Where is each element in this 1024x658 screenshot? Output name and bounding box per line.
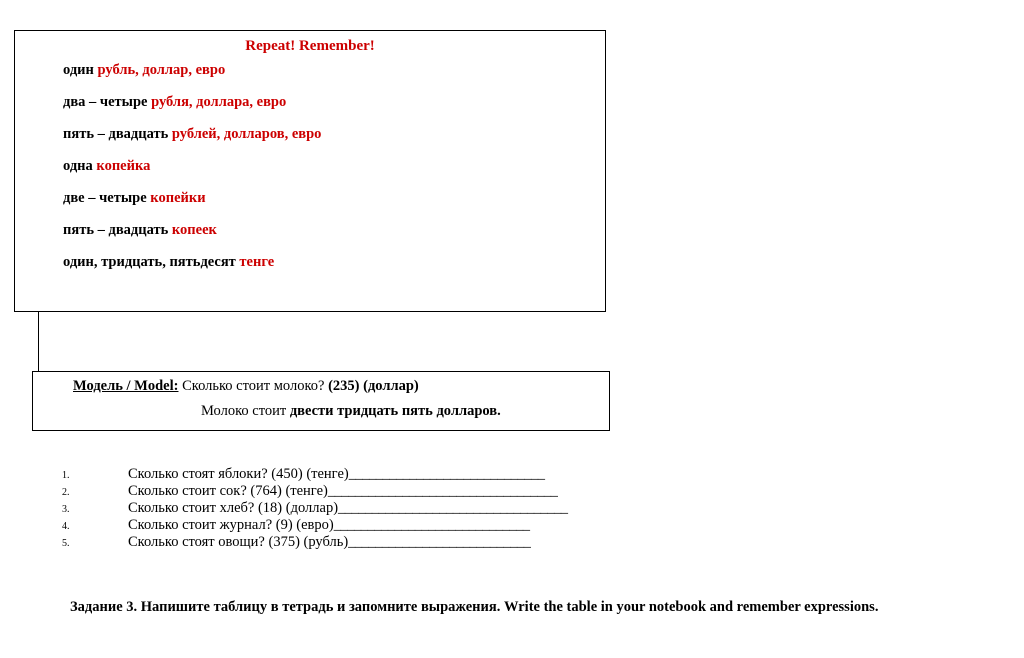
repeat-line-red: рублей, долларов, евро: [171, 125, 322, 142]
model-example-box: [32, 371, 610, 431]
repeat-line-red: копейки: [150, 189, 206, 206]
answer-blank[interactable]: _____________________________: [348, 466, 545, 482]
task-3-text: Задание 3. Напишите таблицу в тетрадь и запомните выражения. Write the table in your notebook and remember expressions.: [70, 599, 879, 615]
repeat-line-red: рубль, доллар, евро: [97, 62, 226, 78]
repeat-line-black: пять – двадцать: [63, 125, 172, 142]
list-item-number: 2.: [62, 487, 70, 498]
list-item: [62, 466, 762, 483]
repeat-remember-box: [14, 30, 606, 312]
repeat-line-red: рубля, доллара, евро: [151, 93, 287, 110]
list-item-text: Сколько стоит хлеб? (18) (доллар): [128, 500, 339, 516]
repeat-remember-title: Repeat! Remember!: [245, 38, 375, 54]
model-answer-line: [33, 395, 609, 420]
repeat-line-black: один, тридцать, пятьдесят: [63, 253, 240, 270]
repeat-line: [63, 63, 605, 79]
answer-blank[interactable]: _____________________________: [333, 517, 530, 533]
repeat-line-red: тенге: [239, 253, 275, 270]
list-item-number: 1.: [62, 470, 70, 481]
model-question-text: Сколько стоит молоко?: [178, 378, 329, 394]
list-item-text: Сколько стоит журнал? (9) (евро): [128, 517, 334, 533]
repeat-line-red: копейка: [96, 157, 151, 174]
list-item: [62, 534, 762, 551]
left-margin-rule: [38, 312, 39, 372]
exercise-list: [62, 466, 762, 551]
repeat-line: [63, 127, 605, 143]
answer-blank[interactable]: __________________________________: [327, 483, 558, 499]
repeat-line: [63, 255, 605, 271]
repeat-line-black: две – четыре: [63, 189, 151, 206]
repeat-line-black: один: [63, 62, 98, 78]
repeat-remember-lines: [15, 63, 605, 271]
answer-blank[interactable]: ___________________________: [348, 534, 531, 550]
list-item-number: 4.: [62, 521, 70, 532]
repeat-line: [63, 191, 605, 207]
model-answer-bold: двести тридцать пять долларов.: [289, 403, 501, 419]
model-question-line: [33, 372, 609, 395]
repeat-line: [63, 159, 605, 175]
list-item-text: Сколько стоят овощи? (375) (рубль): [128, 534, 349, 550]
list-item: [62, 500, 762, 517]
list-item-text: Сколько стоят яблоки? (450) (тенге): [128, 466, 349, 482]
model-label: Модель / Model:: [73, 378, 179, 394]
list-item: [62, 483, 762, 500]
repeat-line-black: пять – двадцать: [63, 221, 172, 238]
model-answer-plain: Молоко стоит: [201, 403, 290, 419]
list-item-number: 3.: [62, 504, 70, 515]
repeat-line: [63, 223, 605, 239]
model-question-values: (235) (доллар): [328, 378, 419, 394]
task-3-paragraph: [32, 597, 992, 618]
repeat-line-black: два – четыре: [63, 93, 152, 110]
repeat-line-red: копеек: [171, 221, 217, 238]
repeat-line: [63, 95, 605, 111]
list-item-text: Сколько стоит сок? (764) (тенге): [128, 483, 328, 499]
list-item: [62, 517, 762, 534]
list-item-number: 5.: [62, 538, 70, 549]
answer-blank[interactable]: __________________________________: [338, 500, 568, 516]
repeat-line-black: одна: [63, 157, 97, 174]
